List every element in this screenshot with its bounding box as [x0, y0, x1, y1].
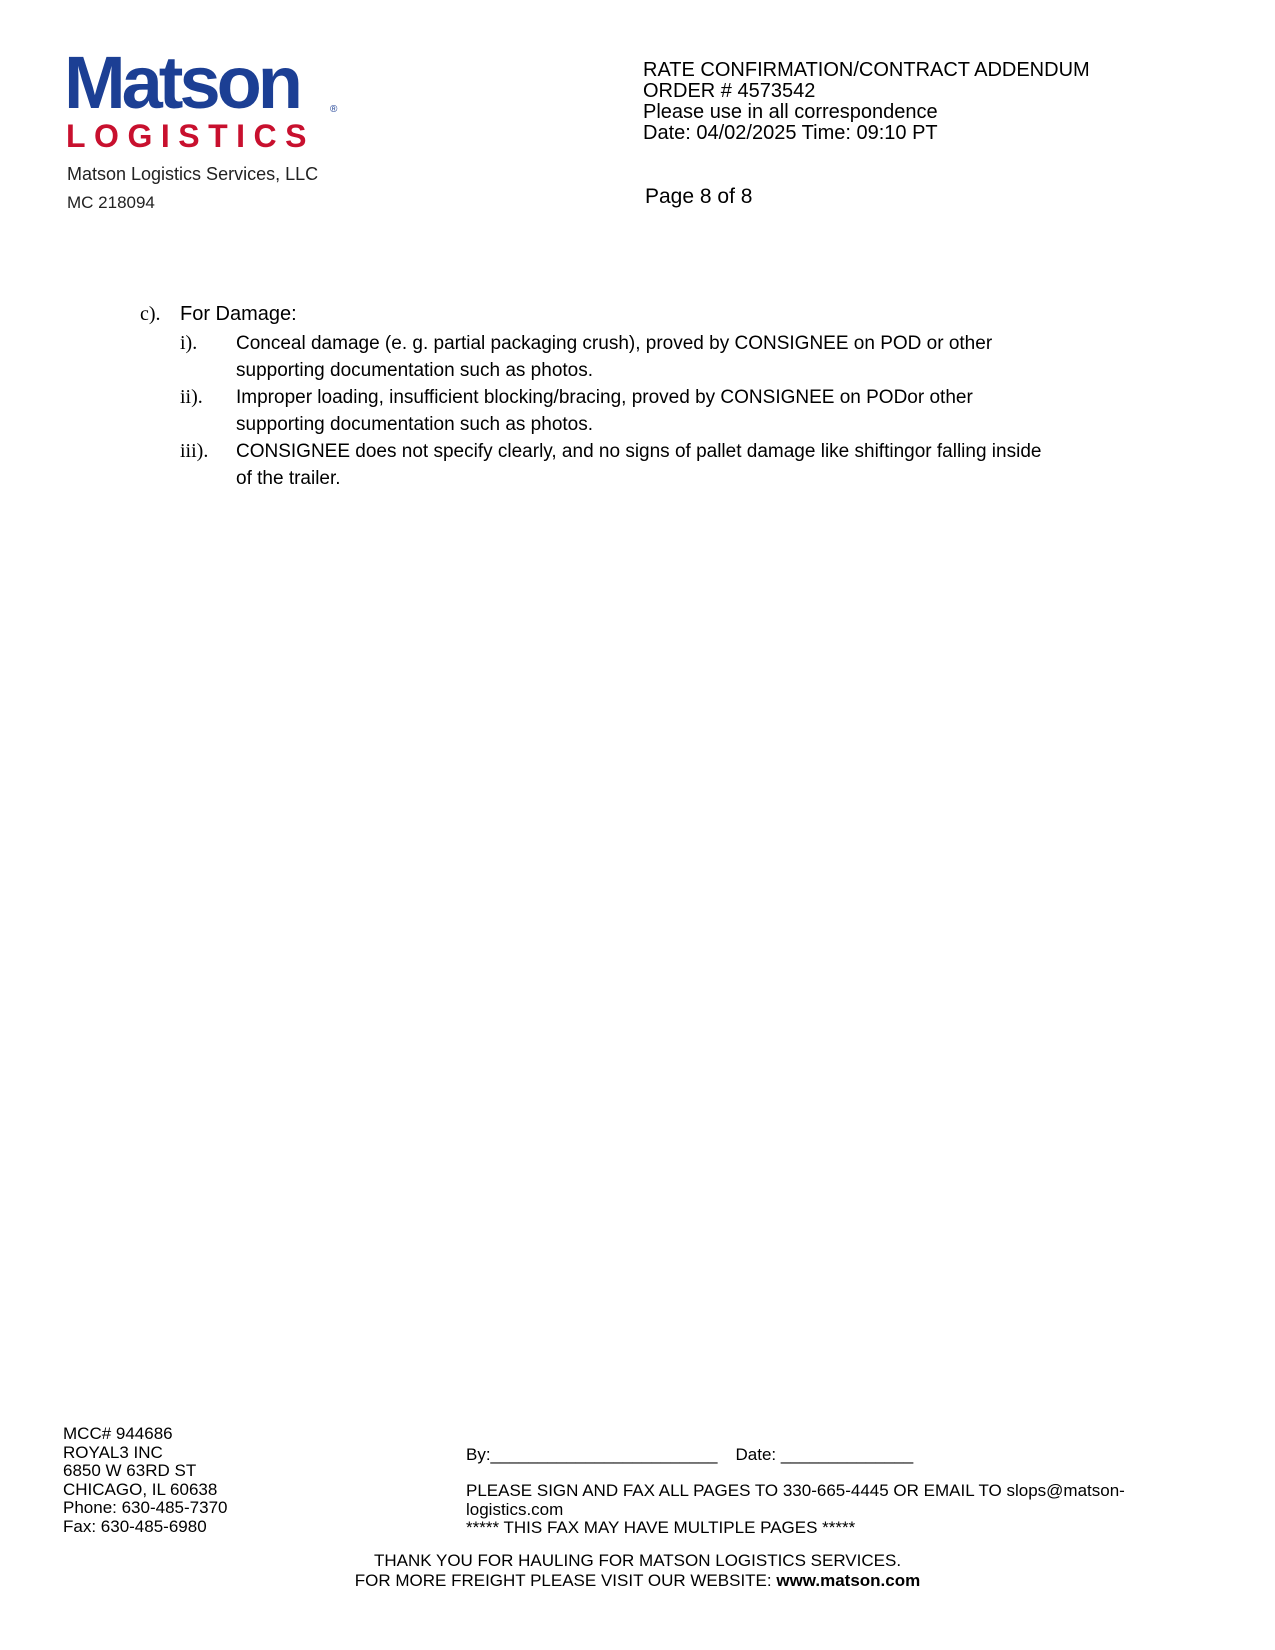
logo-tagline: LOGISTICS [66, 118, 315, 154]
carrier-mcc: MCC# 944686 [63, 1424, 173, 1443]
signature-by-field: By:________________________ [466, 1445, 718, 1464]
carrier-name: ROYAL3 INC [63, 1442, 163, 1462]
website-prefix: FOR MORE FREIGHT PLEASE VISIT OUR WEBSITE: [354, 1571, 777, 1590]
company-name: Matson Logistics Services, LLC [67, 164, 319, 184]
thank-you-footer [0, 1551, 1275, 1591]
subitem-marker: iii). [180, 440, 209, 462]
carrier-fax: Fax: 630-485-6980 [63, 1516, 207, 1536]
document-header [643, 60, 1090, 144]
subitem-text: CONSIGNEE does not specify clearly, and no signs of pallet damage like shiftingor falling inside of the trailer. [236, 441, 1042, 489]
signature-line [466, 1445, 913, 1465]
logo-wordmark: Matson [64, 41, 299, 124]
clause-label: For Damage: [180, 303, 297, 325]
carrier-phone: Phone: 630-485-7370 [63, 1498, 228, 1517]
matson-logo [64, 41, 344, 154]
damage-clause [140, 303, 297, 326]
thanks-message: THANK YOU FOR HAULING FOR MATSON LOGISTICS SERVICES. [373, 1551, 902, 1570]
website-link[interactable]: www.matson.com [776, 1571, 921, 1590]
company-mc-number: MC 218094 [67, 193, 155, 212]
sign-instruction: PLEASE SIGN AND FAX ALL PAGES TO 330-665-4445 OR EMAIL TO slops@matson-logistics.com [466, 1481, 1125, 1519]
order-number: ORDER # 4573542 [643, 80, 816, 102]
signature-date-field: Date: ______________ [735, 1445, 914, 1464]
fax-instructions [466, 1482, 1211, 1538]
subitem-marker: i). [180, 332, 198, 354]
subitem-marker: ii). [180, 386, 203, 408]
fax-note: ***** THIS FAX MAY HAVE MULTIPLE PAGES ***** [466, 1518, 856, 1537]
document-title: RATE CONFIRMATION/CONTRACT ADDENDUM [643, 59, 1090, 81]
correspondence-note: Please use in all correspondence [643, 101, 938, 123]
carrier-info [63, 1425, 227, 1536]
clause-marker: c). [140, 303, 161, 325]
subitem-text: Improper loading, insufficient blocking/bracing, proved by CONSIGNEE on PODor other supporting documentation such as photos. [236, 387, 973, 435]
logo-registered-mark: ® [330, 104, 338, 115]
carrier-city: CHICAGO, IL 60638 [63, 1479, 218, 1499]
page-number: Page 8 of 8 [645, 185, 753, 208]
website-line [0, 1571, 1275, 1591]
subitem-text: Conceal damage (e. g. partial packaging crush), proved by CONSIGNEE on POD or other supporting documentation such as photos. [236, 333, 993, 381]
document-datetime: Date: 04/02/2025 Time: 09:10 PT [643, 122, 938, 144]
carrier-street: 6850 W 63RD ST [63, 1461, 197, 1480]
